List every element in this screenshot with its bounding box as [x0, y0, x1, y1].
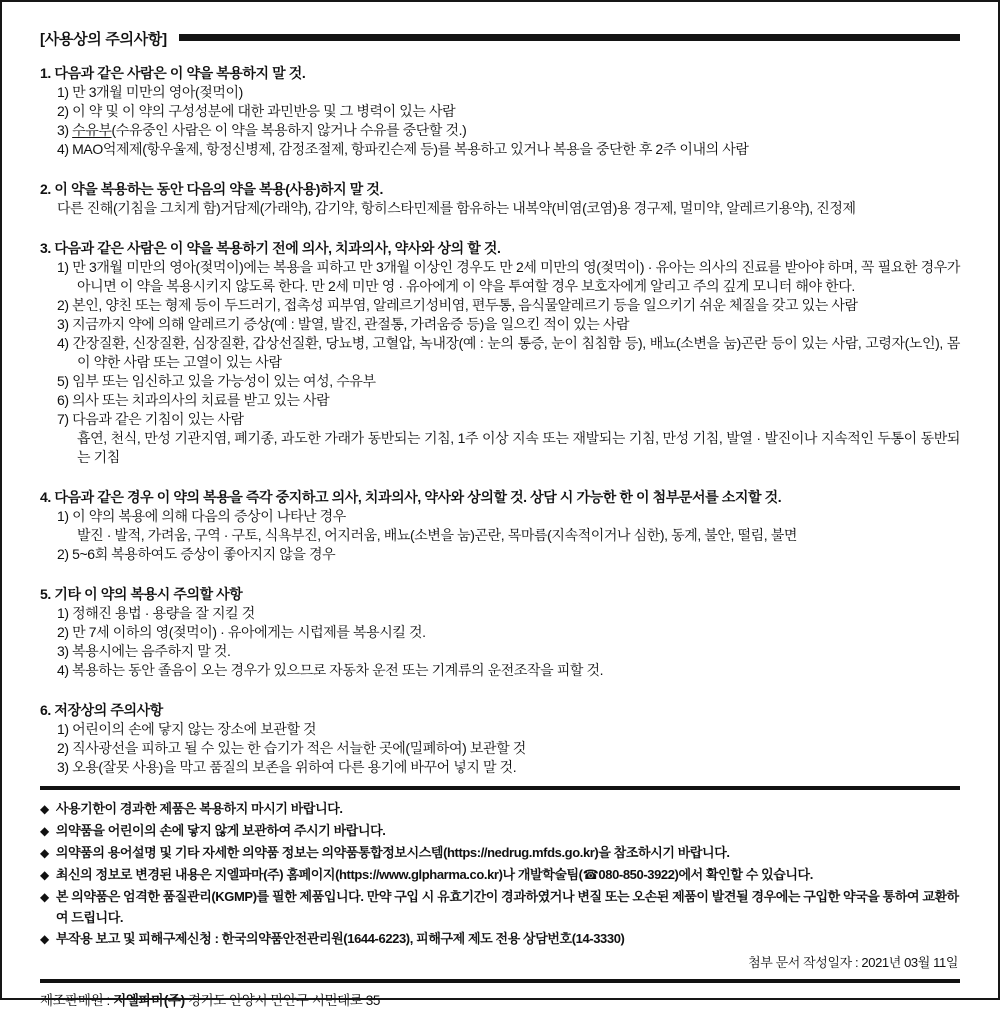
- list-item: 1) 만 3개월 미만의 영아(젖먹이): [57, 84, 243, 100]
- item-marker: 2): [57, 546, 73, 562]
- item-marker: 2): [57, 297, 73, 313]
- list-item: 2) 5~6회 복용하여도 증상이 좋아지지 않을 경우: [57, 546, 336, 562]
- section-items: [57, 507, 960, 564]
- item-marker: 3): [57, 643, 73, 659]
- item-marker: 4): [57, 662, 73, 678]
- list-item: 3) 지금까지 약에 의해 알레르기 증상(예 : 발열, 발진, 관절통, 가려움증 등)을 일으킨 적이 있는 사람: [57, 316, 630, 332]
- item-marker: 1): [57, 84, 73, 100]
- item-marker: 1): [57, 605, 73, 621]
- list-item: 2) 직사광선을 피하고 될 수 있는 한 습기가 적은 서늘한 곳에(밀폐하여) 보관할 것: [57, 740, 526, 756]
- list-item: 7) 다음과 같은 기침이 있는 사람: [57, 411, 244, 427]
- item-marker: 2): [57, 624, 73, 640]
- list-item: 2) 이 약 및 이 약의 구성성분에 대한 과민반응 및 그 병력이 있는 사람: [57, 103, 456, 119]
- list-subitem: 흡연, 천식, 만성 기관지염, 폐기종, 과도한 가래가 동반되는 기침, 1주 이상 지속 또는 재발되는 기침, 만성 기침, 발열 · 발진이나 지속적인 두통이 동반되는 기침: [77, 430, 960, 465]
- section-heading: 2. 이 약을 복용하는 동안 다음의 약을 복용(사용)하지 말 것.: [40, 181, 384, 197]
- notice-item: [40, 842, 960, 864]
- manufacturer-line: [40, 992, 960, 1010]
- section-heading: 1. 다음과 같은 사람은 이 약을 복용하지 말 것.: [40, 65, 306, 81]
- section-items: [57, 199, 960, 218]
- page-title: [사용상의 주의사항]: [40, 31, 167, 48]
- section-1: [40, 64, 960, 159]
- item-marker: 6): [57, 392, 73, 408]
- section-items: [57, 720, 960, 777]
- footer-rule: [40, 979, 960, 983]
- notice-item: [40, 798, 960, 820]
- list-item: 2) 본인, 양친 또는 형제 등이 두드러기, 접촉성 피부염, 알레르기성비염, 편두통, 음식물알레르기 등을 일으키기 쉬운 체질을 갖고 있는 사람: [57, 297, 858, 313]
- notice-text: 사용기한이 경과한 제품은 복용하지 마시기 바랍니다.: [55, 801, 343, 816]
- list-subitem: 발진 · 발적, 가려움, 구역 · 구토, 식욕부진, 어지러움, 배뇨(소변을 눔)곤란, 목마름(지속적이거나 심한), 동계, 불안, 떨림, 불면: [77, 527, 798, 543]
- section-6: [40, 701, 960, 777]
- list-item: 다른 진해(기침을 그치게 함)거담제(가래약), 감기약, 항히스타민제를 함유하는 내복약(비염(코염)용 경구제, 멀미약, 알레르기용약), 진정제: [57, 200, 856, 216]
- notices: [40, 798, 960, 950]
- item-marker: 3): [57, 316, 73, 332]
- notice-text: 본 의약품은 엄격한 품질관리(KGMP)를 필한 제품입니다. 만약 구입 시 유효기간이 경과하였거나 변질 또는 오손된 제품이 발견될 경우에는 구입한 약국을 통하여 교환하여 드립니다.: [55, 889, 959, 925]
- document-date: 첨부 문서 작성일자 : 2021년 03월 11일: [748, 955, 958, 970]
- title-row: [40, 28, 960, 49]
- list-item: 3) 복용시에는 음주하지 말 것.: [57, 643, 231, 659]
- item-marker: 7): [57, 411, 73, 427]
- list-item: 4) 복용하는 동안 졸음이 오는 경우가 있으므로 자동차 운전 또는 기계류의 운전조작을 피할 것.: [57, 662, 604, 678]
- list-item: 4) 간장질환, 신장질환, 심장질환, 갑상선질환, 당뇨병, 고혈압, 녹내장(예 : 눈의 통증, 눈이 침침함 등), 배뇨(소변을 눔)곤란 등이 있는 사람, 고령자(노인), 몸이 약한 사람 또는 고열이 있는 사람: [57, 335, 961, 370]
- item-marker: 3): [57, 122, 73, 138]
- sections: [40, 64, 960, 777]
- item-marker: 4): [57, 335, 73, 351]
- notices-top-rule: [40, 786, 960, 790]
- diamond-bullet-icon: ◆: [40, 932, 49, 946]
- section-items: [57, 258, 960, 467]
- item-marker: 2): [57, 740, 73, 756]
- diamond-bullet-icon: ◆: [40, 802, 49, 816]
- section-2: [40, 180, 960, 218]
- title-rule: [179, 34, 960, 41]
- underlined-term: 수유부: [72, 122, 112, 138]
- item-marker: 1): [57, 721, 73, 737]
- item-marker: 5): [57, 373, 73, 389]
- list-item: 1) 정해진 용법 · 용량을 잘 지킬 것: [57, 605, 255, 621]
- section-heading: 3. 다음과 같은 사람은 이 약을 복용하기 전에 의사, 치과의사, 약사와 상의 할 것.: [40, 240, 501, 256]
- list-item: 1) 이 약의 복용에 의해 다음의 증상이 나타난 경우: [57, 508, 346, 524]
- notice-text: 의약품을 어린이의 손에 닿지 않게 보관하여 주시기 바랍니다.: [55, 823, 386, 838]
- diamond-bullet-icon: ◆: [40, 890, 49, 904]
- list-item: 3) 수유부(수유중인 사람은 이 약을 복용하지 않거나 수유를 중단할 것.): [57, 122, 467, 138]
- section-heading: 5. 기타 이 약의 복용시 주의할 사항: [40, 586, 243, 602]
- list-item: 4) MAO억제제(항우울제, 항정신병제, 감정조절제, 항파킨슨제 등)를 복용하고 있거나 복용을 중단한 후 2주 이내의 사람: [57, 141, 749, 157]
- section-4: [40, 488, 960, 564]
- item-marker: 1): [57, 259, 73, 275]
- section-3: [40, 239, 960, 467]
- notice-item: [40, 886, 960, 928]
- diamond-bullet-icon: ◆: [40, 846, 49, 860]
- item-marker: 2): [57, 103, 73, 119]
- section-items: [57, 83, 960, 159]
- list-item: 5) 임부 또는 임신하고 있을 가능성이 있는 여성, 수유부: [57, 373, 376, 389]
- section-5: [40, 585, 960, 680]
- manufacturer-name: 지엘파마(주): [113, 993, 185, 1008]
- diamond-bullet-icon: ◆: [40, 824, 49, 838]
- item-marker: 3): [57, 759, 73, 775]
- notice-text: 의약품의 용어설명 및 기타 자세한 의약품 정보는 의약품통합정보시스템(https://nedrug.mfds.go.kr)을 참조하시기 바랍니다.: [55, 845, 730, 860]
- section-items: [57, 604, 960, 680]
- manufacturer-label: 제조판매원 :: [40, 993, 114, 1008]
- list-item: 1) 만 3개월 미만의 영아(젖먹이)에는 복용을 피하고 만 3개월 이상인 경우도 만 2세 미만의 영(젖먹이) · 유아는 의사의 진료를 받아야 하며, 꼭 필요한 경우가 아니면 이 약을 복용시키지 않도록 한다. 만 2세 미만 영 · 유아에게 이 약을 투여할 경우 보호자에게 알리고 주의 깊게 모니터 해야 한다.: [57, 259, 960, 294]
- list-item: 2) 만 7세 이하의 영(젖먹이) · 유아에게는 시럽제를 복용시킬 것.: [57, 624, 426, 640]
- notice-item: [40, 864, 960, 886]
- notice-item: [40, 820, 960, 842]
- item-marker: 1): [57, 508, 73, 524]
- diamond-bullet-icon: ◆: [40, 868, 49, 882]
- notice-text: 부작용 보고 및 피해구제신청 : 한국의약품안전관리원(1644-6223), 피해구제 제도 전용 상담번호(14-3330): [55, 931, 625, 946]
- section-heading: 6. 저장상의 주의사항: [40, 702, 163, 718]
- notice-text: 최신의 정보로 변경된 내용은 지엘파마(주) 홈페이지(https://www.glpharma.co.kr)나 개발학술팀(☎080-850-3922)에서 확인할 수 있습니다.: [55, 867, 813, 882]
- notice-item: [40, 928, 960, 950]
- list-item: 1) 어린이의 손에 닿지 않는 장소에 보관할 것: [57, 721, 317, 737]
- list-item: 6) 의사 또는 치과의사의 치료를 받고 있는 사람: [57, 392, 330, 408]
- list-item: 3) 오용(잘못 사용)을 막고 품질의 보존을 위하여 다른 용기에 바꾸어 넣지 말 것.: [57, 759, 517, 775]
- section-heading: 4. 다음과 같은 경우 이 약의 복용을 즉각 중지하고 의사, 치과의사, 약사와 상의할 것. 상담 시 가능한 한 이 첨부문서를 소지할 것.: [40, 489, 782, 505]
- item-marker: 4): [57, 141, 73, 157]
- manufacturer-address: 경기도 안양시 만안구 시민대로 35: [184, 993, 380, 1008]
